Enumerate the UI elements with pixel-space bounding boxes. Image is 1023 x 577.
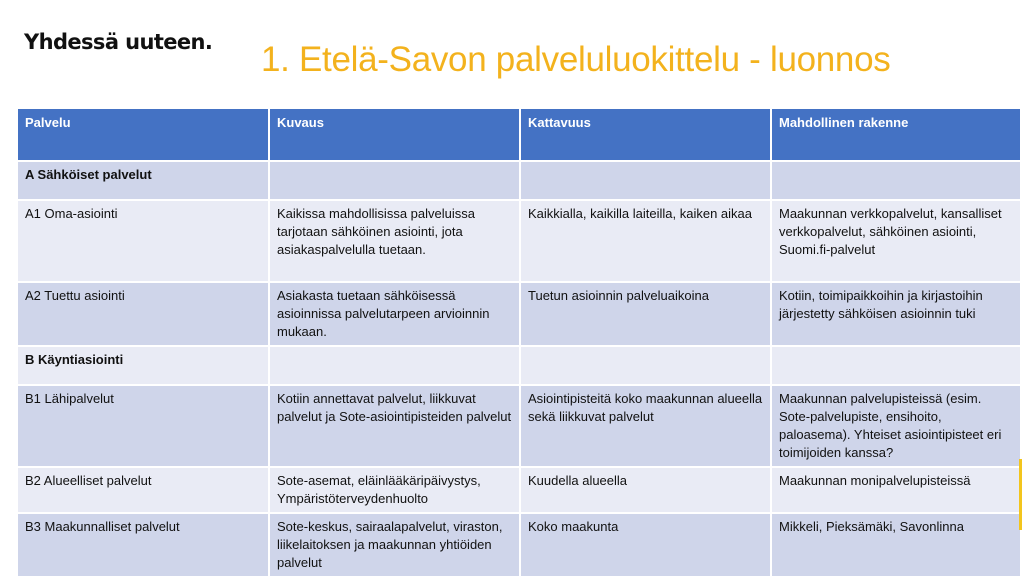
table-cell: Koko maakunta xyxy=(520,513,771,577)
slide-title: 1. Etelä-Savon palveluluokittelu - luonnos xyxy=(261,40,891,79)
table-cell: Kaikissa mahdollisissa palveluissa tarjotaan sähköinen asiointi, jota asiakaspalvelulla tuetaan. xyxy=(269,200,520,282)
edge-accent-bar xyxy=(1019,459,1022,530)
table-cell: Kotiin annettavat palvelut, liikkuvat palvelut ja Sote-asiointipisteiden palvelut xyxy=(269,385,520,467)
table-cell: Kaikkialla, kaikilla laiteilla, kaiken aikaa xyxy=(520,200,771,282)
table-cell xyxy=(520,161,771,200)
header-kuvaus: Kuvaus xyxy=(269,109,520,161)
table-cell: Maakunnan palvelupisteissä (esim. Sote-palvelupiste, ensihoito, paloasema). Yhteiset asiointipisteet eri toimijoiden kanssa? xyxy=(771,385,1021,467)
table-cell: A Sähköiset palvelut xyxy=(18,161,269,200)
table-cell: A1 Oma-asiointi xyxy=(18,200,269,282)
table-cell: B2 Alueelliset palvelut xyxy=(18,467,269,513)
table-cell: A2 Tuettu asiointi xyxy=(18,282,269,346)
table-cell: Maakunnan verkkopalvelut, kansalliset verkkopalvelut, sähköinen asiointi, Suomi.fi-palvelut xyxy=(771,200,1021,282)
table-cell: Sote-keskus, sairaalapalvelut, viraston, liikelaitoksen ja maakunnan yhtiöiden palvelut xyxy=(269,513,520,577)
header-palvelu: Palvelu xyxy=(18,109,269,161)
service-classification-table xyxy=(18,109,1021,577)
table-cell xyxy=(269,161,520,200)
table-row xyxy=(18,513,1021,577)
logo-text: Yhdessä uuteen. xyxy=(24,30,213,54)
table-cell xyxy=(520,346,771,385)
header-kattavuus: Kattavuus xyxy=(520,109,771,161)
table-cell: Maakunnan monipalvelupisteissä xyxy=(771,467,1021,513)
header-mahdollinen-rakenne: Mahdollinen rakenne xyxy=(771,109,1021,161)
table-cell: Kotiin, toimipaikkoihin ja kirjastoihin järjestetty sähköisen asioinnin tuki xyxy=(771,282,1021,346)
table-row-section-b xyxy=(18,346,1021,385)
table-cell: Mikkeli, Pieksämäki, Savonlinna xyxy=(771,513,1021,577)
table-row-section-a xyxy=(18,161,1021,200)
table-cell: B1 Lähipalvelut xyxy=(18,385,269,467)
table-cell: Sote-asemat, eläinlääkäripäivystys, Ympäristöterveydenhuolto xyxy=(269,467,520,513)
table-cell xyxy=(269,346,520,385)
table-row xyxy=(18,200,1021,282)
table-cell: Kuudella alueella xyxy=(520,467,771,513)
table-row xyxy=(18,282,1021,346)
table-cell xyxy=(771,161,1021,200)
table-cell: B Käyntiasiointi xyxy=(18,346,269,385)
table-cell: Asiakasta tuetaan sähköisessä asioinnissa palvelutarpeen arvioinnin mukaan. xyxy=(269,282,520,346)
table-cell: Tuetun asioinnin palveluaikoina xyxy=(520,282,771,346)
table-row xyxy=(18,467,1021,513)
table-header-row xyxy=(18,109,1021,161)
table-cell: B3 Maakunnalliset palvelut xyxy=(18,513,269,577)
table-cell xyxy=(771,346,1021,385)
table xyxy=(18,109,1022,577)
table-cell: Asiointipisteitä koko maakunnan alueella sekä liikkuvat palvelut xyxy=(520,385,771,467)
table-row xyxy=(18,385,1021,467)
